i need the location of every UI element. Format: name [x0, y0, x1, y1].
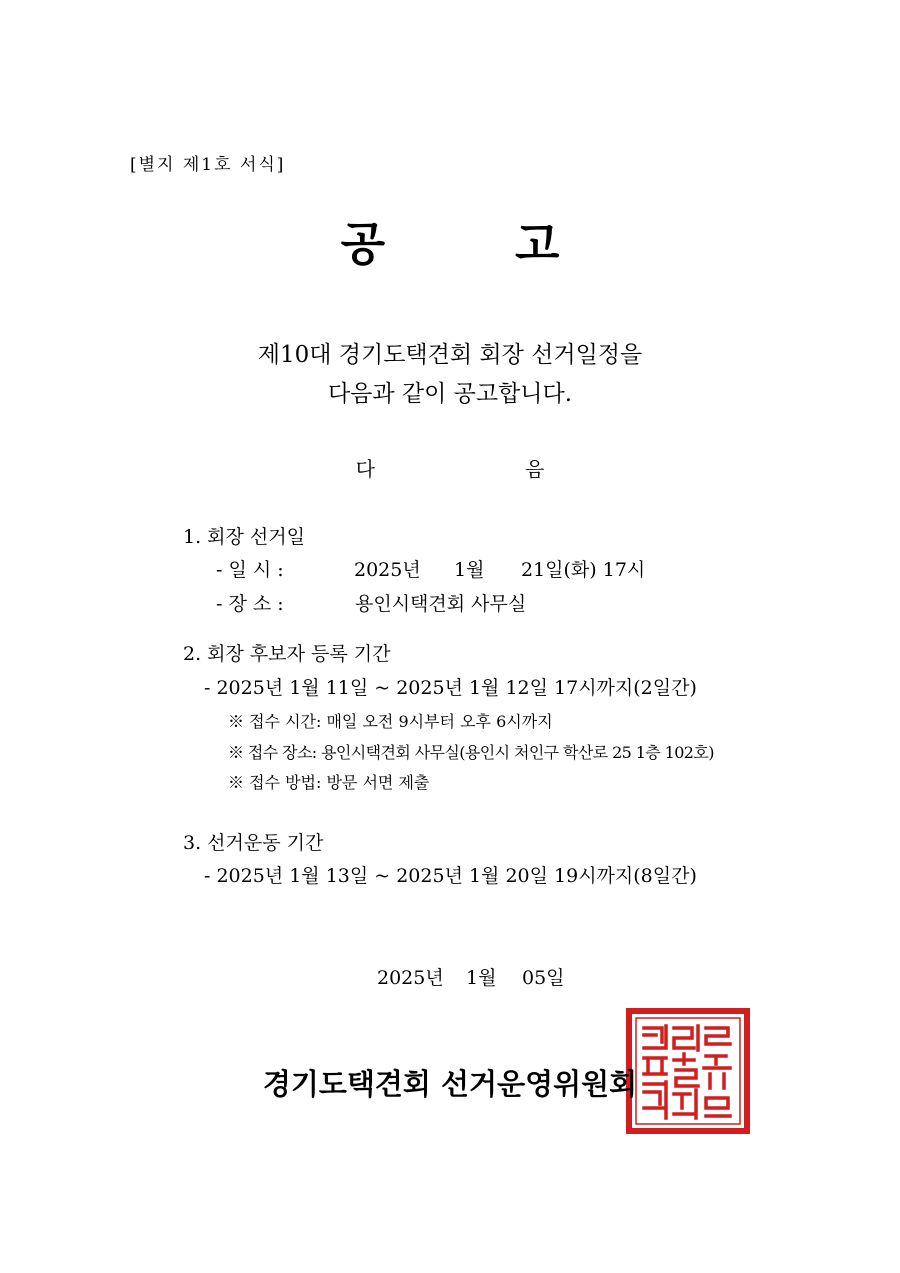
registration-period: - 2025년 1월 11일 ~ 2025년 1월 12일 17시까지(2일간)	[204, 677, 697, 699]
date-label: - 일 시 :	[216, 559, 284, 581]
title-char-left: 공	[340, 217, 385, 271]
intro-line-1: 제10대 경기도택견회 회장 선거일정을	[257, 342, 643, 368]
section-3-heading: 3. 선거운동 기간	[183, 832, 324, 854]
place-label: - 장 소 :	[216, 593, 284, 615]
title-char-right: 고	[515, 217, 560, 271]
notice-date-year: 2025년	[377, 967, 444, 989]
daeum-heading	[0, 453, 900, 482]
note-reception-method: ※ 접수 방법: 방문 서면 제출	[228, 773, 430, 792]
section-2-heading: 2. 회장 후보자 등록 기간	[183, 643, 391, 665]
daeum-right: 음	[525, 457, 545, 481]
campaign-period: - 2025년 1월 13일 ~ 2025년 1월 20일 19시까지(8일간)	[204, 865, 697, 887]
document-title	[0, 208, 900, 274]
organization-name: 경기도택견회 선거운영위원회	[262, 1067, 638, 1101]
notice-date-day: 05일	[522, 967, 565, 989]
date-month: 1월	[454, 559, 485, 581]
section-1-heading: 1. 회장 선거일	[183, 526, 305, 548]
place-value: 용인시택견회 사무실	[355, 593, 527, 615]
note-reception-place: ※ 접수 장소: 용인시택견회 사무실(용인시 처인구 학산로 25 1층 102호)	[228, 743, 714, 762]
date-year: 2025년	[354, 559, 421, 581]
note-reception-time: ※ 접수 시간: 매일 오전 9시부터 오후 6시까지	[228, 712, 553, 731]
date-day: 21일(화) 17시	[521, 559, 646, 581]
intro-line-2: 다음과 같이 공고합니다.	[327, 381, 573, 407]
form-label: [별지 제1호 서식]	[130, 155, 286, 175]
notice-date-month: 1월	[466, 967, 497, 989]
daeum-left: 다	[355, 457, 375, 481]
